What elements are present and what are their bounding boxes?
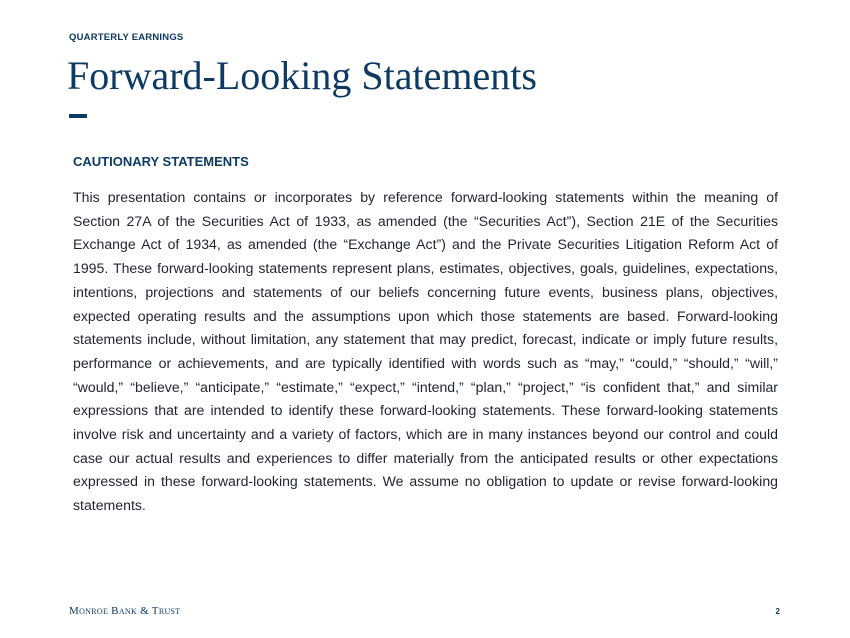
footer-brand-logo: Monroe Bank & Trust: [69, 605, 181, 617]
forward-looking-statements-paragraph: This presentation contains or incorporates by reference forward-looking statements within the meaning of Section 27A of the Securities Act of 1933, as amended (the “Securities Act”), Section 21E of the Securities Exchange Act of 1934, as amended (the “Exchange Act”) and the Private Securities Litigation Reform Act of 1995. These forward-looking statements represent plans, estimates, objectives, goals, guidelines, expectations, intentions, projections and statements of our beliefs concerning future events, business plans, objectives, expected operating results and the assumptions upon which those statements are based. Forward-looking statements include, without limitation, any statement that may predict, forecast, indicate or imply future results, performance or achievements, and are typically identified with words such as “may,” “could,” “should,” “will,” “would,” “believe,” “anticipate,” “estimate,” “expect,” “intend,” “plan,” “project,” “is confident that,” and similar expressions that are intended to identify these forward-looking statements. These forward-looking statements involve risk and uncertainty and a variety of factors, which are in many instances beyond our control and could case our actual results and experiences to differ materially from the anticipated results or other expectations expressed in these forward-looking statements. We assume no obligation to update or revise forward-looking statements.: [73, 189, 778, 514]
page-number: 2: [775, 607, 780, 616]
page-title: Forward-Looking Statements: [67, 53, 537, 98]
title-underline-rule: [69, 114, 87, 118]
cautionary-statements-heading: CAUTIONARY STATEMENTS: [73, 154, 249, 169]
section-label: QUARTERLY EARNINGS: [69, 32, 184, 43]
